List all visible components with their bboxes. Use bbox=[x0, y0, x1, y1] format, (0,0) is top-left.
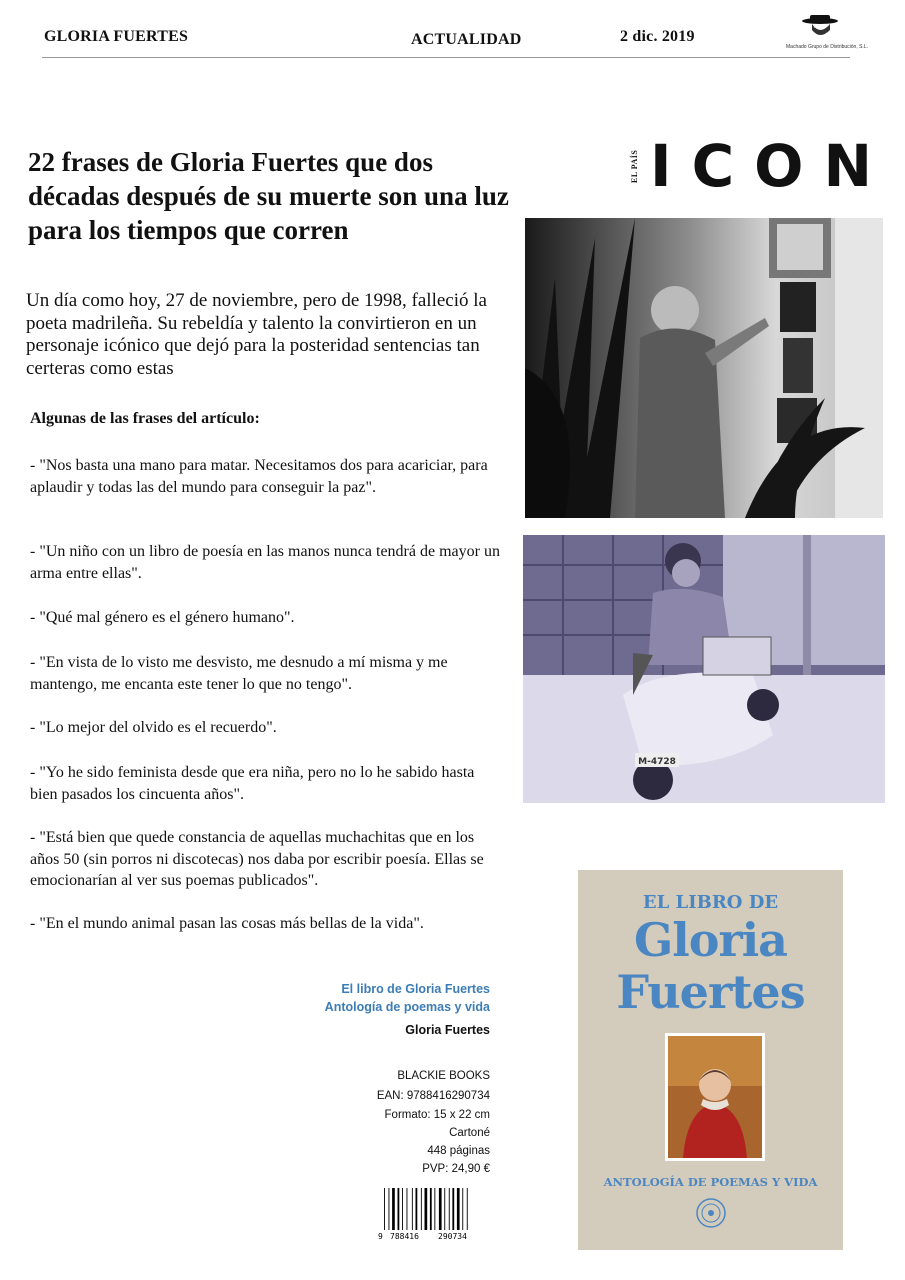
book-format: Formato: 15 x 22 cm bbox=[384, 1109, 490, 1121]
icon-wordmark: ICON bbox=[650, 132, 892, 200]
cover-line3: Fuertes bbox=[616, 965, 805, 1019]
article-lead: Un día como hoy, 27 de noviembre, pero de 1998, falleció la poeta madrileña. Su rebeldía y talento la convirtieron en un personaje icónico que dejó para la posteridad sentencias tan certeras como estas bbox=[26, 290, 487, 379]
blackie-books-seal-icon bbox=[695, 1197, 727, 1229]
book-binding: Cartoné bbox=[449, 1127, 490, 1139]
quote-item: - "En vista de lo visto me desvisto, me desnudo a mí misma y me mantengo, me encanta este tener lo que no tengo". bbox=[30, 654, 448, 693]
book-ean: EAN: 9788416290734 bbox=[376, 1090, 490, 1102]
book-author: Gloria Fuertes bbox=[405, 1023, 490, 1037]
article-title: 22 frases de Gloria Fuertes que dos décadas después de su muerte son una luz para los tiempos que corren bbox=[28, 147, 509, 245]
book-pages: 448 páginas bbox=[427, 1145, 490, 1157]
barcode-digit-prefix: 9 bbox=[378, 1232, 383, 1240]
quote-item: - "Yo he sido feminista desde que era niña, pero no lo he sabido hasta bien pasados los cincuenta años". bbox=[30, 764, 475, 803]
cover-line1: EL LIBRO DE bbox=[642, 892, 779, 913]
cover-subtitle: ANTOLOGÍA DE POEMAS Y VIDA bbox=[603, 1175, 818, 1189]
quote-item: - "Nos basta una mano para matar. Necesitamos dos para acariciar, para aplaudir y todas las del mundo para conseguir la paz". bbox=[30, 457, 488, 496]
book-title: El libro de Gloria Fuertes bbox=[341, 982, 490, 996]
header-date: 2 dic. 2019 bbox=[620, 28, 695, 45]
header-rule bbox=[42, 57, 850, 58]
book-subtitle: Antología de poemas y vida bbox=[324, 1000, 490, 1014]
header-author: GLORIA FUERTES bbox=[44, 28, 189, 45]
quote-item: - "Qué mal género es el género humano". bbox=[30, 609, 295, 626]
cover-line2: Gloria bbox=[634, 913, 787, 967]
photo-poet-with-plants bbox=[525, 218, 883, 518]
el-pais-label: EL PAÍS bbox=[630, 149, 639, 183]
photo-poet-on-scooter bbox=[523, 535, 885, 803]
scooter-plate: M-4728 bbox=[638, 757, 676, 767]
book-cover bbox=[578, 870, 843, 1250]
quotes-subheading: Algunas de las frases del artículo: bbox=[30, 410, 260, 427]
quote-item: - "Un niño con un libro de poesía en las manos nunca tendrá de mayor un arma entre ellas". bbox=[30, 543, 500, 582]
quote-item: - "Lo mejor del olvido es el recuerdo". bbox=[30, 719, 277, 736]
cover-portrait-photo bbox=[665, 1033, 765, 1161]
quote-item: - "Está bien que quede constancia de aquellas muchachitas que en los años 50 (sin porros ni discotecas) nos daba por escribir poesía. Ellas se emocionarían al ver sus poemas publicados". bbox=[30, 829, 484, 889]
book-price: PVP: 24,90 € bbox=[422, 1163, 490, 1175]
book-publisher: BLACKIE BOOKS bbox=[397, 1070, 490, 1082]
logo-caption: Machado Grupo de Distribución, S.L. bbox=[786, 44, 868, 50]
barcode-digits-left: 788416 bbox=[390, 1232, 419, 1240]
header-section: ACTUALIDAD bbox=[411, 31, 522, 48]
barcode-icon bbox=[376, 1188, 486, 1240]
barcode-digits-right: 290734 bbox=[438, 1232, 467, 1240]
icon-masthead bbox=[630, 132, 892, 200]
quote-item: - "En el mundo animal pasan las cosas más bellas de la vida". bbox=[30, 915, 424, 932]
